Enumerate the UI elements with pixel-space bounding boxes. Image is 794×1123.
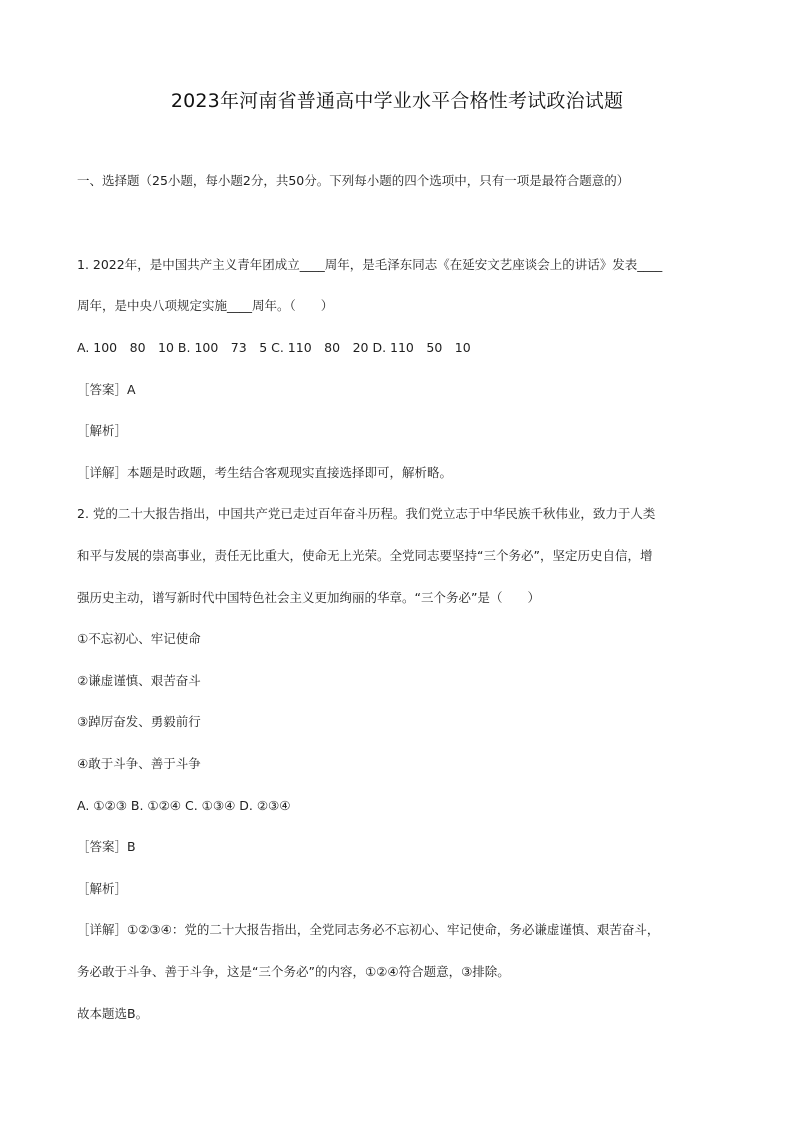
- page-title: 2023年河南省普通高中学业水平合格性考试政治试题: [170, 90, 624, 112]
- question-1-detail: ［详解］本题是时政题，考生结合客观现实直接选择即可，解析略。: [77, 465, 453, 480]
- question-1-options: A. 100 80 10 B. 100 73 5 C. 110 80 20 D. 110 50 10: [77, 340, 471, 355]
- question-2-conclusion: 故本题选B。: [77, 1006, 149, 1021]
- question-2-item-1: ①不忘初心、牢记使命: [77, 631, 201, 646]
- question-2-stem-line-2: 和平与发展的崇高事业，责任无比重大，使命无上光荣。全党同志要坚持“三个务必”，坚定历史自信，增: [77, 548, 653, 563]
- question-2-detail-line-1: ［详解］①②③④：党的二十大报告指出，全党同志务必不忘初心、牢记使命，务必谦虚谨慎、艰苦奋斗，: [77, 922, 660, 937]
- question-1-analysis: ［解析］: [77, 423, 128, 438]
- question-2-analysis: ［解析］: [77, 881, 128, 896]
- question-1-stem-line-2: 周年，是中央八项规定实施____周年。（ ）: [77, 298, 334, 313]
- question-1-stem-line-1: 1. 2022年，是中国共产主义青年团成立____周年，是毛泽东同志《在延安文艺座谈会上的讲话》发表____: [77, 257, 663, 272]
- question-2-item-3: ③踔厉奋发、勇毅前行: [77, 714, 201, 729]
- question-2-stem-line-1: 2. 党的二十大报告指出，中国共产党已走过百年奋斗历程。我们党立志于中华民族千秋伟业，致力于人类: [77, 506, 656, 521]
- question-2-item-2: ②谦虚谨慎、艰苦奋斗: [77, 673, 201, 688]
- question-2-item-4: ④敢于斗争、善于斗争: [77, 756, 201, 771]
- question-2-options: A. ①②③ B. ①②④ C. ①③④ D. ②③④: [77, 798, 291, 813]
- question-2-detail-line-2: 务必敢于斗争、善于斗争，这是“三个务必”的内容，①②④符合题意，③排除。: [77, 964, 510, 979]
- question-1-answer: ［答案］A: [77, 382, 136, 397]
- question-2-stem-line-3: 强历史主动，谱写新时代中国特色社会主义更加绚丽的华章。“三个务必”是（ ）: [77, 590, 540, 605]
- question-2-answer: ［答案］B: [77, 839, 136, 854]
- section-heading: 一、选择题（25小题，每小题2分，共50分。下列每小题的四个选项中，只有一项是最符合题意的）: [77, 173, 630, 188]
